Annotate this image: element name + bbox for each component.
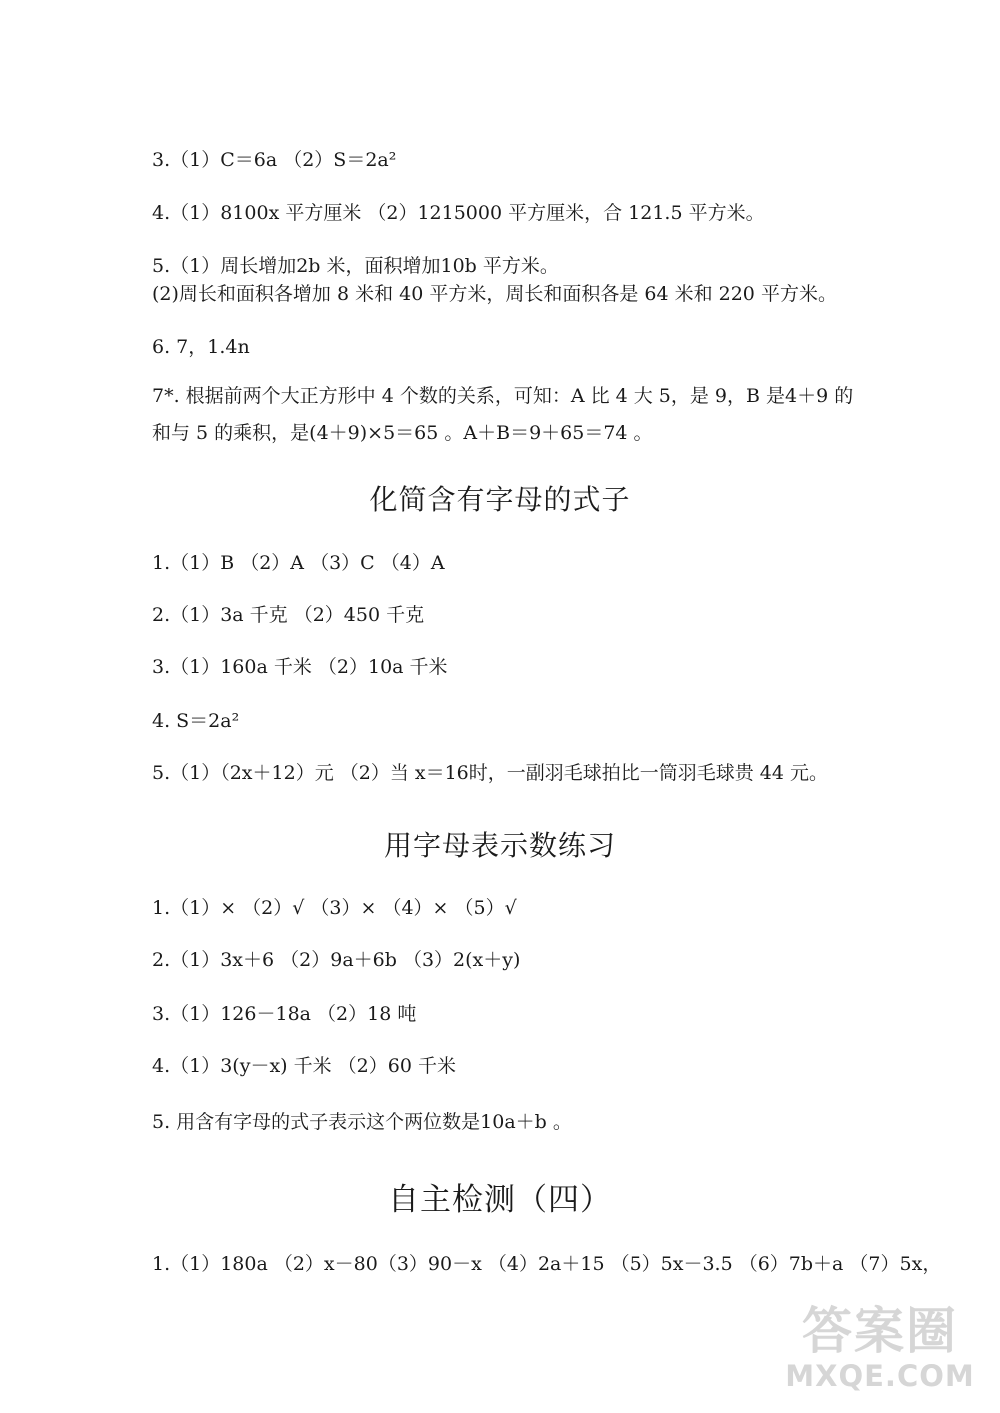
simplify-answer-5: 5.（1）（2x＋12）元 （2）当 x＝16时，一副羽毛球拍比一筒羽毛球贵 44 元。	[152, 762, 829, 784]
simplify-answer-4: 4. S＝2a²	[152, 710, 240, 732]
answer-3: 3.（1）C＝6a （2）S＝2a²	[152, 149, 397, 171]
practice-answer-5: 5. 用含有字母的式子表示这个两位数是10a＋b 。	[152, 1111, 572, 1133]
site-watermark	[780, 1303, 980, 1398]
section-heading-simplify: 化简含有字母的式子	[369, 483, 631, 516]
section-heading-practice: 用字母表示数练习	[383, 829, 616, 862]
practice-answer-4: 4.（1）3(y－x) 千米 （2）60 千米	[152, 1055, 456, 1077]
simplify-answer-3: 3.（1）160a 千米 （2）10a 千米	[152, 656, 448, 678]
simplify-answer-2: 2.（1）3a 千克 （2）450 千克	[152, 604, 425, 626]
watermark-logo-text: 答案圈	[802, 1302, 958, 1360]
simplify-answer-1: 1.（1）B （2）A （3）C （4）A	[152, 552, 445, 574]
practice-answer-3: 3.（1）126－18a （2）18 吨	[152, 1003, 417, 1025]
practice-answer-1: 1.（1）× （2）√ （3）× （4）× （5）√	[152, 897, 517, 919]
watermark-url: MXQE.COM	[785, 1359, 975, 1393]
answer-4: 4.（1）8100x 平方厘米 （2）1215000 平方厘米，合 121.5 平方米。	[152, 202, 765, 224]
answer-5-part-2: (2)周长和面积各增加 8 米和 40 平方米，周长和面积各是 64 米和 220 平方米。	[152, 283, 837, 305]
test-answer-1: 1.（1）180a （2）x－80（3）90－x （4）2a＋15 （5）5x－3.5 （6）7b＋a （7）5x，	[152, 1253, 942, 1275]
answer-6: 6. 7，1.4n	[152, 336, 250, 358]
practice-answer-2: 2.（1）3x＋6 （2）9a＋6b （3）2(x＋y)	[152, 949, 521, 971]
answer-5-part-1: 5.（1）周长增加2b 米，面积增加10b 平方米。	[152, 255, 559, 277]
section-heading-test: 自主检测（四）	[388, 1182, 612, 1218]
answer-7: 7*. 根据前两个大正方形中 4 个数的关系，可知：A 比 4 大 5，是 9，B 是4＋9 的和与 5 的乘积，是(4＋9)×5＝65 。A＋B＝9＋65＝74 。	[152, 385, 854, 444]
